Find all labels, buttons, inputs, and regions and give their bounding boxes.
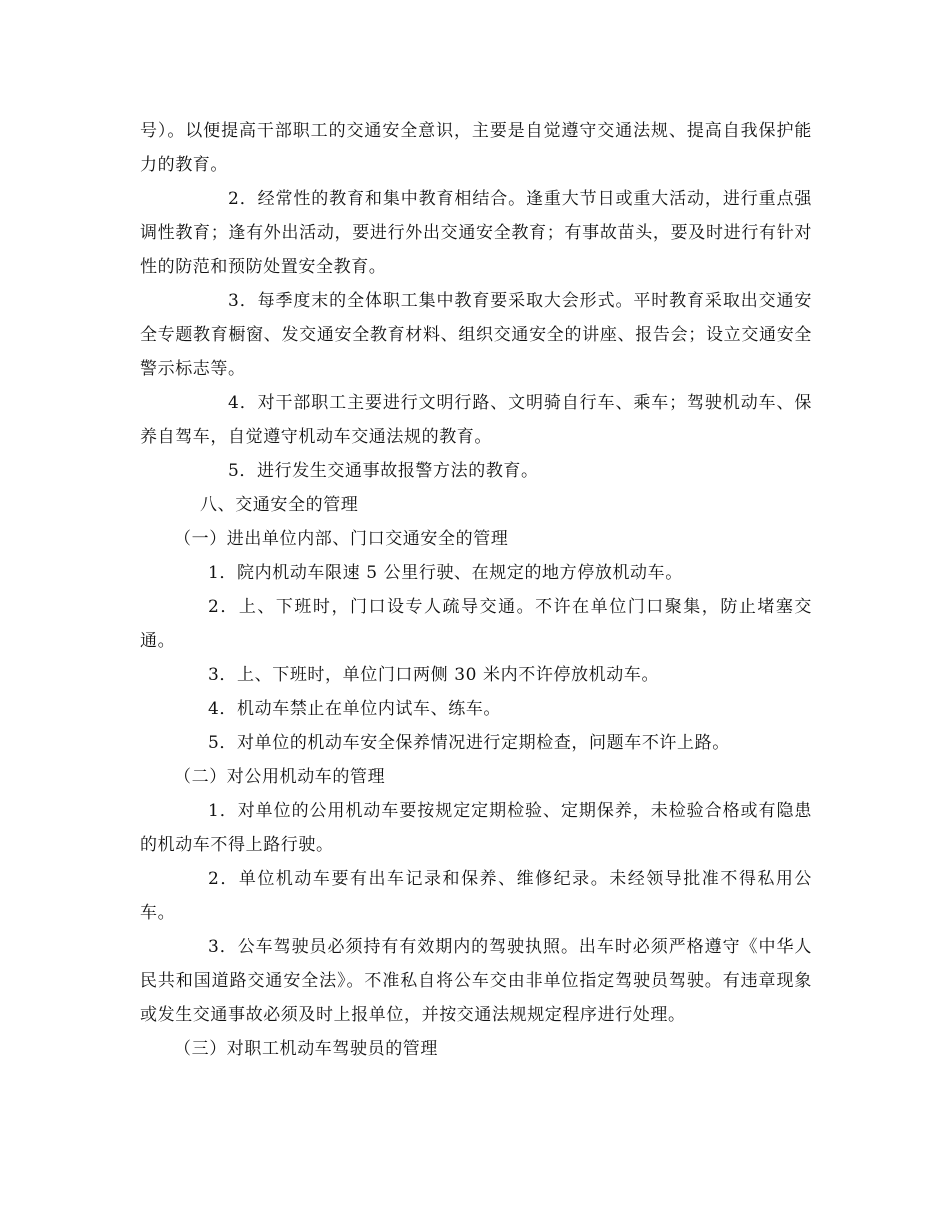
subsection-heading-8-1: （一）进出单位内部、门口交通安全的管理 (174, 529, 509, 549)
subsection-heading-8-2: （二）对公用机动车的管理 (174, 767, 386, 787)
paragraph-7-3: 3．每季度末的全体职工集中教育要采取大会形式。平时教育采取出交通安全专题教育橱窗、发交通安全教育材料、组织交通安全的讲座、报告会；设立交通安全警示标志等。 (140, 291, 812, 379)
paragraph-8-1-2: 2．上、下班时，门口设专人疏导交通。不许在单位门口聚集，防止堵塞交通。 (140, 597, 812, 651)
paragraph-8-2-3: 3．公车驾驶员必须持有有效期内的驾驶执照。出车时必须严格遵守《中华人民共和国道路交通安全法》。不准私自将公车交由非单位指定驾驶员驾驶。有违章现象或发生交通事故必须及时上报单位，并按交通法规规定程序进行处理。 (140, 937, 812, 1025)
paragraph-intro: 号）。以便提高干部职工的交通安全意识，主要是自觉遵守交通法规、提高自我保护能力的教育。 (140, 121, 812, 175)
paragraph-7-2: 2．经常性的教育和集中教育相结合。逢重大节日或重大活动，进行重点强调性教育；逢有外出活动，要进行外出交通安全教育；有事故苗头，要及时进行有针对性的防范和预防处置安全教育。 (140, 189, 812, 277)
paragraph-8-1-5: 5．对单位的机动车安全保养情况进行定期检查，问题车不许上路。 (208, 733, 730, 753)
section-heading-8: 八、交通安全的管理 (200, 495, 359, 515)
paragraph-8-1-3: 3．上、下班时，单位门口两侧 30 米内不许停放机动车。 (208, 665, 660, 685)
paragraph-7-4: 4．对干部职工主要进行文明行路、文明骑自行车、乘车；驾驶机动车、保养自驾车，自觉遵守机动车交通法规的教育。 (140, 393, 812, 447)
paragraph-8-1-4: 4．机动车禁止在单位内试车、练车。 (208, 699, 502, 719)
subsection-heading-8-3: （三）对职工机动车驾驶员的管理 (174, 1039, 438, 1059)
paragraph-7-5: 5．进行发生交通事故报警方法的教育。 (228, 461, 539, 481)
paragraph-8-1-1: 1．院内机动车限速 5 公里行驶、在规定的地方停放机动车。 (208, 563, 683, 583)
document-body (140, 114, 812, 1066)
paragraph-8-2-2: 2．单位机动车要有出车记录和保养、维修纪录。未经领导批准不得私用公车。 (140, 869, 812, 923)
paragraph-8-2-1: 1．对单位的公用机动车要按规定定期检验、定期保养，未检验合格或有隐患的机动车不得上路行驶。 (140, 801, 812, 855)
